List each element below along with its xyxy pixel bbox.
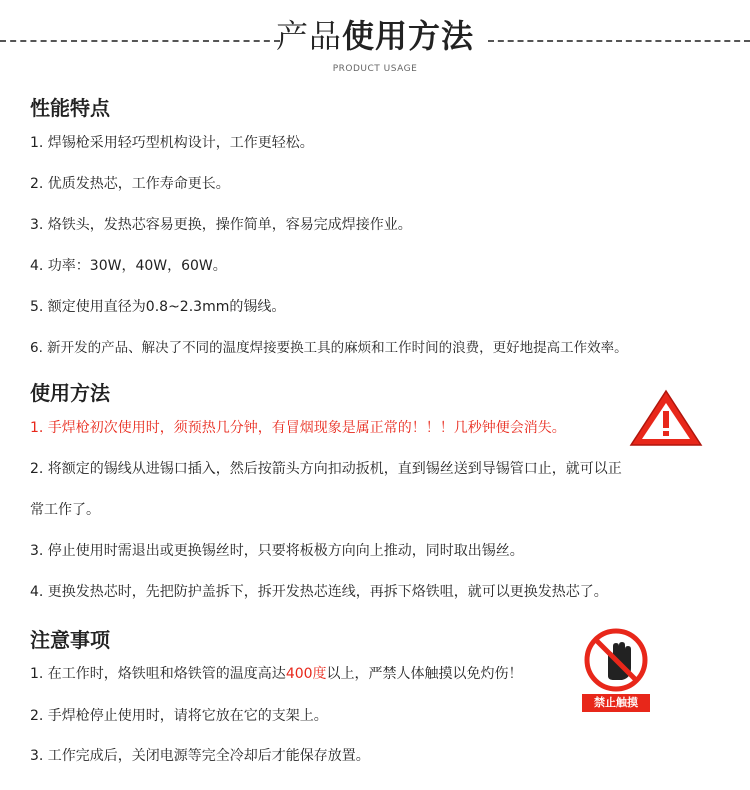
notes-line-1-pre: 1. 在工作时，烙铁咀和烙铁管的温度高达 — [30, 666, 286, 682]
forbid-label: 禁止触摸 — [582, 694, 650, 712]
no-touch-icon — [580, 628, 652, 694]
feature-item-1: 1. 焊锡枪采用轻巧型机构设计，工作更轻松。 — [30, 135, 314, 151]
page-title-light: 产品 — [275, 17, 342, 55]
usage-line-3: 3. 停止使用时需退出或更换锡丝时，只要将板极方向向上推动，同时取出锡丝。 — [30, 543, 524, 559]
usage-line-4: 4. 更换发热芯时，先把防护盖拆下，拆开发热芯连线，再拆下烙铁咀，就可以更换发热芯了。 — [30, 584, 608, 600]
page-title-bold: 使用方法 — [342, 17, 475, 55]
notes-line-1 — [30, 664, 523, 684]
feature-item-3: 3. 烙铁头，发热芯容易更换，操作简单，容易完成焊接作业。 — [30, 217, 412, 233]
usage-heading: 使用方法 — [30, 381, 110, 405]
page-subtitle: PRODUCT USAGE — [332, 64, 418, 74]
feature-item-4: 4. 功率：30W，40W，60W。 — [30, 258, 227, 274]
notes-line-3: 3. 工作完成后，关闭电源等完全冷却后才能保存放置。 — [30, 748, 370, 764]
notes-line-2: 2. 手焊枪停止使用时，请将它放在它的支架上。 — [30, 708, 328, 724]
feature-item-2: 2. 优质发热芯，工作寿命更长。 — [30, 176, 230, 192]
usage-line-2b: 常工作了。 — [30, 502, 100, 518]
feature-item-6: 6. 新开发的产品、解决了不同的温度焊接要换工具的麻烦和工作时间的浪费，更好地提高工作效率。 — [30, 340, 628, 356]
page-title — [0, 14, 750, 58]
feature-item-5: 5. 额定使用直径为0.8~2.3mm的锡线。 — [30, 299, 286, 315]
warning-triangle-icon — [628, 388, 704, 448]
usage-line-2a: 2. 将额定的锡线从进锡口插入，然后按箭头方向扣动扳机，直到锡丝送到导锡管口止，就可以正 — [30, 461, 622, 477]
notes-line-1-post: 以上，严禁人体触摸以免灼伤！ — [326, 666, 523, 682]
forbid-sign — [580, 628, 652, 714]
notes-temperature: 400度 — [285, 666, 327, 682]
features-heading: 性能特点 — [30, 96, 110, 120]
usage-warning-line: 1. 手焊枪初次使用时，须预热几分钟，有冒烟现象是属正常的！！！几秒钟便会消失。 — [30, 420, 566, 436]
notes-heading: 注意事项 — [30, 628, 110, 652]
